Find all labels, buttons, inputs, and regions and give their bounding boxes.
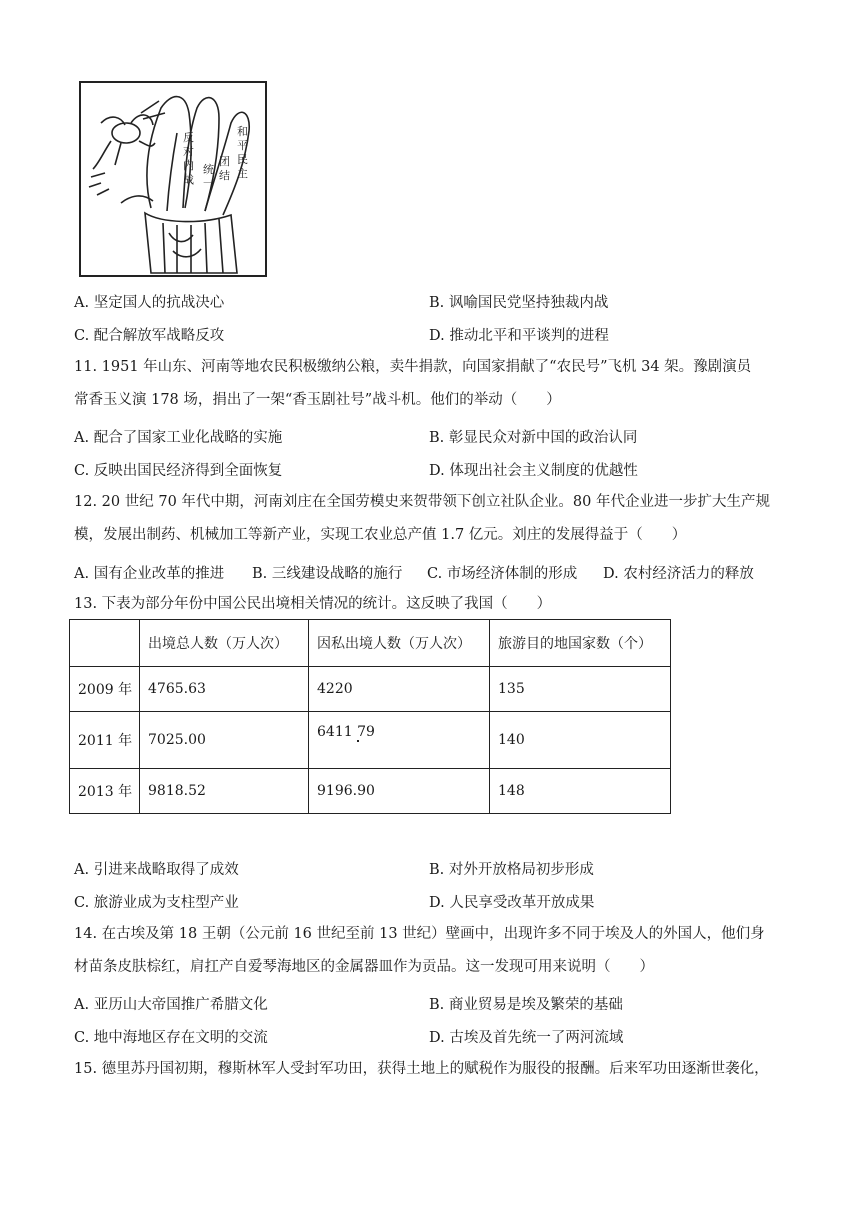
table-header-cell: 出境总人数（万人次） [140,620,309,667]
table-cell: 7025.00 [140,712,309,769]
cartoon-illustration [79,81,267,277]
table-cell: 4765.63 [140,667,309,712]
table-cell: 9818.52 [140,769,309,814]
q14-stem-line2: 材苗条皮肤棕红，肩扛产自爱琴海地区的金属器皿作为贡品。这一发现可用来说明（ ） [74,959,654,975]
q12-stem-line1: 12. 20 世纪 70 年代中期，河南刘庄在全国劳模史来贺带领下创立社队企业。80 年代企业进一步扩大生产规 [74,494,770,510]
q12-options-row [74,562,794,586]
stray-dot [357,740,359,742]
table-cell: 148 [490,769,671,814]
table-row [70,769,671,814]
q12-option-d[interactable]: D. 农村经济活力的释放 [603,566,754,582]
q13-options-row2 [74,891,794,915]
q12-option-a[interactable]: A. 国有企业改革的推进 [74,566,225,582]
q14-option-d[interactable]: D. 古埃及首先统一了两河流域 [429,1030,624,1046]
cartoon-drawing [81,83,265,275]
q14-stem-line1: 14. 在古埃及第 18 王朝（公元前 16 世纪至前 13 世纪）壁画中，出现许多不同于埃及人的外国人，他们身 [74,926,765,942]
q11-option-d[interactable]: D. 体现出社会主义制度的优越性 [429,463,638,479]
q14-stem [74,918,790,984]
q15-stem-line1: 15. 德里苏丹国初期，穆斯林军人受封军功田，获得土地上的赋税作为服役的报酬。后来军功田逐渐世袭化， [74,1061,769,1077]
q11-stem-line1: 11. 1951 年山东、河南等地农民积极缴纳公粮，卖牛捐款，向国家捐献了“农民号”飞机 34 架。豫剧演员 [74,359,752,375]
q10-option-b[interactable]: B. 讽喻国民党坚持独裁内战 [429,295,609,311]
table-cell: 2011 年 [70,712,140,769]
table-cell: 2013 年 [70,769,140,814]
q11-option-b[interactable]: B. 彰显民众对新中国的政治认同 [429,430,638,446]
q10-options-row1 [74,291,794,315]
cartoon-label-solidarity: 团结 [219,155,230,182]
q14-option-c[interactable]: C. 地中海地区存在文明的交流 [74,1030,268,1046]
q14-options-row1 [74,993,794,1017]
q11-option-c[interactable]: C. 反映出国民经济得到全面恢复 [74,463,283,479]
q13-stem-line: 13. 下表为部分年份中国公民出境相关情况的统计。这反映了我国（ ） [74,596,552,612]
q14-option-b[interactable]: B. 商业贸易是埃及繁荣的基础 [429,997,623,1013]
table-header-row [70,620,671,667]
q13-option-c[interactable]: C. 旅游业成为支柱型产业 [74,895,239,911]
table-row [70,667,671,712]
q13-option-a[interactable]: A. 引进来战略取得了成效 [74,862,239,878]
q11-options-row2 [74,459,794,483]
table-header-cell: 因私出境人数（万人次） [309,620,490,667]
table-cell: 135 [490,667,671,712]
q13-option-b[interactable]: B. 对外开放格局初步形成 [429,862,594,878]
q13-table [69,619,671,814]
q11-stem-line2: 常香玉义演 178 场，捐出了一架“香玉剧社号”战斗机。他们的举动（ ） [74,392,561,408]
q12-stem [74,486,790,552]
table-row [70,712,671,769]
q12-option-c[interactable]: C. 市场经济体制的形成 [427,566,578,582]
table-cell: 9196.90 [309,769,490,814]
q14-options-row2 [74,1026,794,1050]
q13-options-row1 [74,858,794,882]
table-header-cell [70,620,140,667]
cartoon-label-oppose-civil-war: 反对内战 [183,131,194,186]
table-header-cell: 旅游目的地国家数（个） [490,620,671,667]
cartoon-label-unity: 统一 [203,163,214,190]
q13-stem [74,588,790,621]
q12-stem-line2: 模，发展出制药、机械加工等新产业，实现工农业总产值 1.7 亿元。刘庄的发展得益于（ ） [74,527,687,543]
q11-options-row1 [74,426,794,450]
q15-stem [74,1053,794,1086]
table-cell-text: 6411 79 [317,724,375,740]
q11-stem [74,351,790,417]
cartoon-label-peace-democracy: 和平民主 [237,125,248,180]
q13-option-d[interactable]: D. 人民享受改革开放成果 [429,895,595,911]
q10-options-row2 [74,324,794,348]
q14-option-a[interactable]: A. 亚历山大帝国推广希腊文化 [74,997,268,1013]
q10-option-c[interactable]: C. 配合解放军战略反攻 [74,328,225,344]
q11-option-a[interactable]: A. 配合了国家工业化战略的实施 [74,430,283,446]
q10-option-a[interactable]: A. 坚定国人的抗战决心 [74,295,225,311]
table-cell-odd [309,712,490,769]
q10-option-d[interactable]: D. 推动北平和平谈判的进程 [429,328,609,344]
table-cell: 140 [490,712,671,769]
q12-option-b[interactable]: B. 三线建设战略的施行 [252,566,403,582]
table-cell: 4220 [309,667,490,712]
table-cell: 2009 年 [70,667,140,712]
